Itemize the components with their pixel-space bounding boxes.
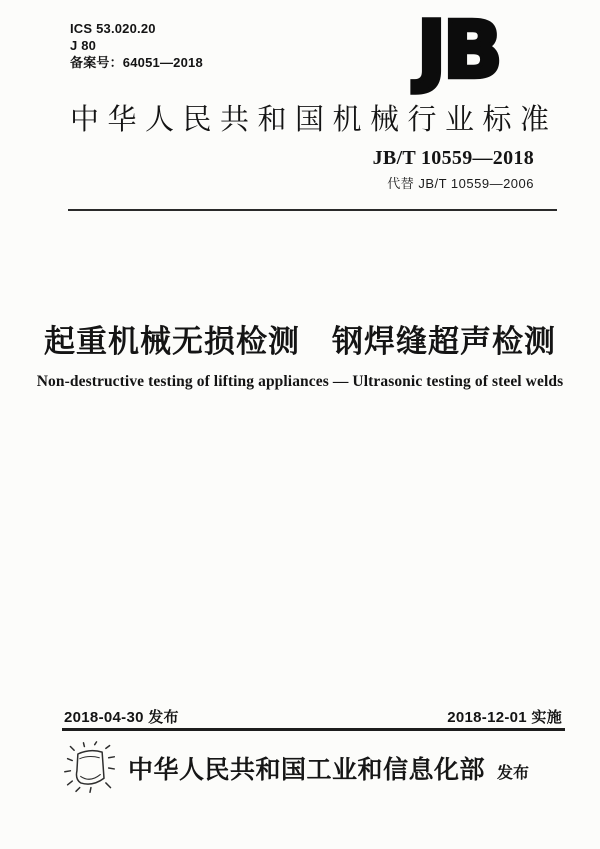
record-number: 备案号：64051—2018 [70,55,203,70]
header-rule [68,209,557,211]
footer-rule [62,728,565,731]
standard-type-heading: 中华人民共和国机械行业标准 [70,104,557,136]
classification-code: J 80 [70,38,97,53]
issue-date: 2018-04-30 发布 [64,709,179,726]
implementation-date: 2018-12-01 实施 [447,709,562,726]
publisher-row [62,740,562,796]
publish-label: 发布 [497,764,530,782]
replaces-note: 代替 JB/T 10559—2006 [387,176,534,191]
dates-row [64,706,562,727]
ics-code: ICS 53.020.20 [70,21,156,36]
standard-number: JB/T 10559—2018 [372,147,534,169]
publisher-name: 中华人民共和国工业和信息化部 [128,756,486,784]
jb-logo: JB [417,6,500,96]
main-title-en: Non-destructive testing of lifting appliances — Ultrasonic testing of steel welds [36,373,564,390]
code-block [70,20,203,71]
standard-number-block [373,147,534,192]
main-title-zh: 起重机械无损检测 钢焊缝超声检测 [44,324,556,359]
ministry-seal-icon [62,740,118,796]
